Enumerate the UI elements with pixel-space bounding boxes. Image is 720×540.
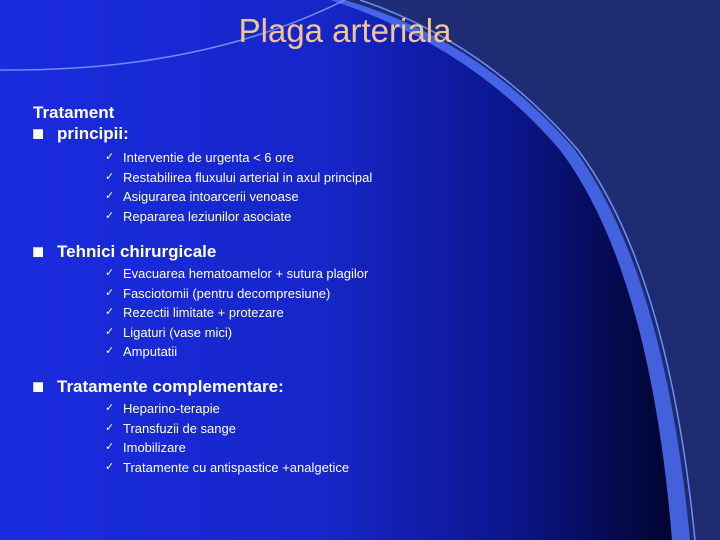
check-mark-icon: ✓ (105, 402, 115, 415)
list-item-text: Transfuzii de sange (123, 420, 236, 436)
check-mark-icon: ✓ (105, 267, 115, 280)
square-bullet-icon (33, 382, 43, 392)
list-item (105, 187, 372, 207)
list-item (105, 323, 368, 343)
list-item-text: Repararea leziunilor asociate (123, 208, 292, 224)
list-item-text: Rezectii limitate + protezare (123, 305, 284, 321)
section-label: principii: (57, 124, 129, 143)
list-item-text: Interventie de urgenta < 6 ore (123, 150, 294, 166)
list-item (105, 342, 368, 362)
list-item-text: Tratamente cu antispastice +analgetice (123, 459, 350, 475)
square-bullet-icon (33, 247, 43, 257)
list-item (105, 438, 349, 458)
list-item-text: Fasciotomii (pentru decompresiune) (123, 285, 331, 301)
list-item (105, 148, 372, 168)
list-item-text: Imobilizare (123, 440, 186, 456)
list-item (105, 284, 368, 304)
list-item (105, 303, 368, 323)
check-mark-icon: ✓ (105, 170, 115, 183)
list-item-text: Restabilirea fluxului arterial in axul principal (123, 169, 373, 185)
check-mark-icon: ✓ (105, 306, 115, 319)
list-item-text: Heparino-terapie (123, 401, 220, 417)
list-item (105, 419, 349, 439)
list-item (105, 264, 368, 284)
check-mark-icon: ✓ (105, 286, 115, 299)
slide-title: Plaga arteriala (238, 12, 452, 49)
list-item (105, 207, 372, 227)
list-item (105, 168, 372, 188)
check-mark-icon: ✓ (105, 421, 115, 434)
square-bullet-icon (33, 129, 43, 139)
heading-tratament: Tratament (33, 103, 115, 122)
check-mark-icon: ✓ (105, 325, 115, 338)
section-tratamente-complementare (33, 377, 284, 397)
check-mark-icon: ✓ (105, 460, 115, 473)
list-item-text: Amputatii (123, 344, 178, 360)
list-tratamente (105, 399, 349, 477)
list-item-text: Evacuarea hematoamelor + sutura plagilor (123, 266, 369, 282)
list-item-text: Ligaturi (vase mici) (123, 324, 233, 340)
section-label: Tehnici chirurgicale (57, 242, 217, 261)
list-item-text: Asigurarea intoarcerii venoase (123, 189, 299, 205)
list-principii (105, 148, 372, 226)
check-mark-icon: ✓ (105, 345, 115, 358)
list-item (105, 458, 349, 478)
list-item (105, 399, 349, 419)
check-mark-icon: ✓ (105, 441, 115, 454)
list-tehnici (105, 264, 368, 362)
check-mark-icon: ✓ (105, 209, 115, 222)
check-mark-icon: ✓ (105, 190, 115, 203)
check-mark-icon: ✓ (105, 151, 115, 164)
section-label: Tratamente complementare: (57, 377, 284, 396)
section-tehnici-chirurgicale (33, 242, 216, 262)
section-principii (33, 124, 129, 144)
